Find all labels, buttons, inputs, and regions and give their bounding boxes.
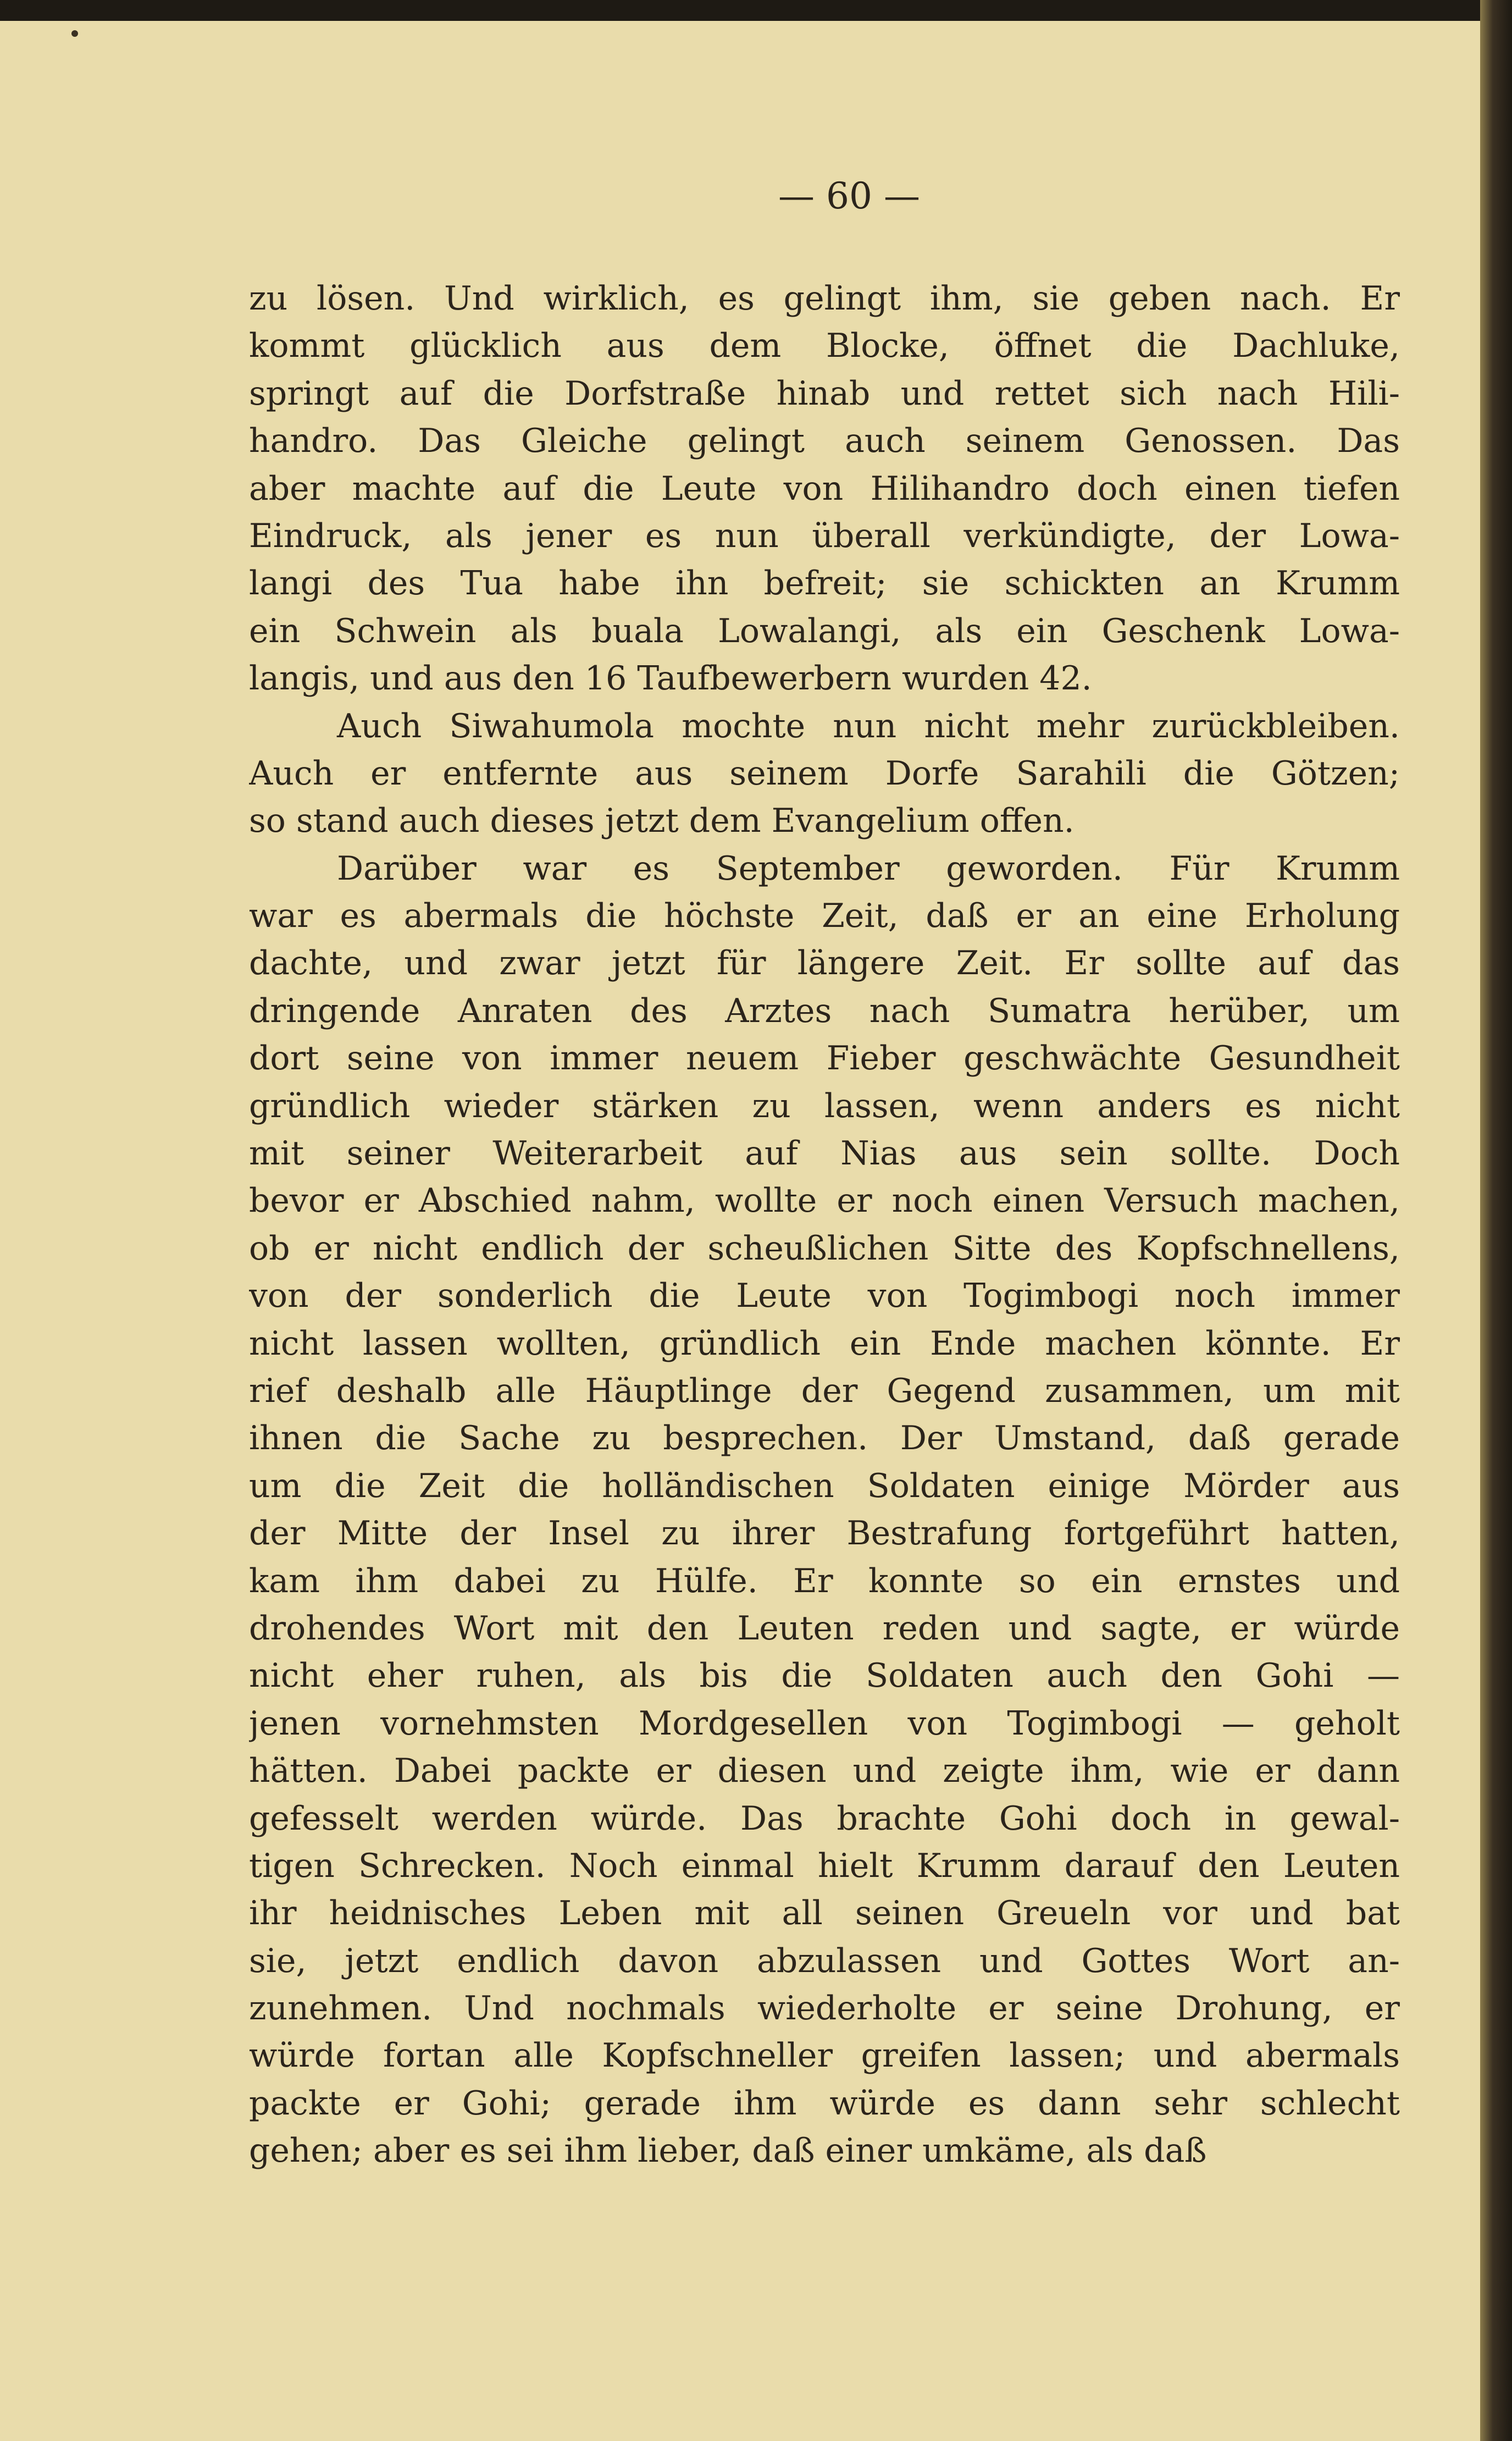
- text-line: gründlich wieder stärken zu lassen, wenn anders es nicht: [249, 1086, 1400, 1125]
- text-line: um die Zeit die holländischen Soldaten einige Mörder aus: [249, 1466, 1400, 1505]
- text-line: zunehmen. Und nochmals wiederholte er seine Drohung, er: [249, 1989, 1400, 2028]
- body-text: [249, 275, 1400, 2175]
- text-line: war es abermals die höchste Zeit, daß er an eine Erholung: [249, 897, 1400, 936]
- text-line: Auch Siwahumola mochte nun nicht mehr zurückbleiben.: [337, 706, 1400, 745]
- ink-speck: [71, 30, 78, 37]
- text-line: drohendes Wort mit den Leuten reden und sagte, er würde: [249, 1609, 1400, 1648]
- text-line: bevor er Abschied nahm, wollte er noch einen Versuch machen,: [249, 1181, 1400, 1220]
- text-line: ein Schwein als buala Lowalangi, als ein Geschenk Lowa-: [249, 611, 1400, 650]
- text-line: nicht lassen wollten, gründlich ein Ende machen könnte. Er: [249, 1324, 1400, 1363]
- text-line: springt auf die Dorfstraße hinab und rettet sich nach Hili-: [249, 374, 1400, 413]
- text-line: aber machte auf die Leute von Hilihandro doch einen tiefen: [249, 469, 1400, 508]
- text-line: langis, und aus den 16 Taufbewerbern wurden 42.: [249, 659, 1092, 698]
- text-line: rief deshalb alle Häuptlinge der Gegend zusammen, um mit: [249, 1371, 1400, 1410]
- text-line: kommt glücklich aus dem Blocke, öffnet die Dachluke,: [249, 327, 1400, 366]
- text-line: nicht eher ruhen, als bis die Soldaten auch den Gohi —: [249, 1656, 1400, 1696]
- text-line: gefesselt werden würde. Das brachte Gohi doch in gewal-: [249, 1799, 1400, 1838]
- text-line: gehen; aber es sei ihm lieber, daß einer umkäme, als daß: [249, 2131, 1207, 2171]
- text-line: ob er nicht endlich der scheußlichen Sitte des Kopfschnellens,: [249, 1229, 1400, 1268]
- text-line: packte er Gohi; gerade ihm würde es dann sehr schlecht: [249, 2084, 1400, 2123]
- text-line: dringende Anraten des Arztes nach Sumatra herüber, um: [249, 991, 1400, 1030]
- text-line: mit seiner Weiterarbeit auf Nias aus sein sollte. Doch: [249, 1134, 1400, 1173]
- text-line: zu lösen. Und wirklich, es gelingt ihm, sie geben nach. Er: [249, 279, 1400, 318]
- text-line: sie, jetzt endlich davon abzulassen und Gottes Wort an-: [249, 1941, 1400, 1980]
- scan-top-edge: [0, 0, 1512, 21]
- text-line: ihr heidnisches Leben mit all seinen Greueln vor und bat: [249, 1894, 1400, 1933]
- text-line: von der sonderlich die Leute von Togimbogi noch immer: [249, 1277, 1400, 1316]
- text-line: der Mitte der Insel zu ihrer Bestrafung fortgeführt hatten,: [249, 1514, 1400, 1553]
- text-line: ihnen die Sache zu besprechen. Der Umstand, daß gerade: [249, 1419, 1400, 1458]
- text-line: tigen Schrecken. Noch einmal hielt Krumm darauf den Leuten: [249, 1846, 1400, 1885]
- text-line: langi des Tua habe ihn befreit; sie schickten an Krumm: [249, 564, 1400, 603]
- text-line: Auch er entfernte aus seinem Dorfe Sarahili die Götzen;: [249, 754, 1400, 793]
- text-line: kam ihm dabei zu Hülfe. Er konnte so ein ernstes und: [249, 1561, 1400, 1600]
- text-line: Eindruck, als jener es nun überall verkündigte, der Lowa-: [249, 516, 1400, 555]
- text-line: dort seine von immer neuem Fieber geschwächte Gesundheit: [249, 1039, 1400, 1078]
- text-line: handro. Das Gleiche gelingt auch seinem Genossen. Das: [249, 422, 1400, 461]
- text-line: Darüber war es September geworden. Für Krumm: [337, 849, 1400, 888]
- text-line: hätten. Dabei packte er diesen und zeigte ihm, wie er dann: [249, 1752, 1400, 1791]
- text-line: würde fortan alle Kopfschneller greifen lassen; und abermals: [249, 2036, 1400, 2075]
- text-line: dachte, und zwar jetzt für längere Zeit. Er sollte auf das: [249, 944, 1400, 983]
- text-line: jenen vornehmsten Mordgesellen von Togimbogi — geholt: [249, 1704, 1400, 1743]
- page-number: — 60 —: [778, 175, 920, 217]
- text-line: so stand auch dieses jetzt dem Evangelium offen.: [249, 802, 1075, 841]
- book-binding-edge: [1480, 0, 1512, 2441]
